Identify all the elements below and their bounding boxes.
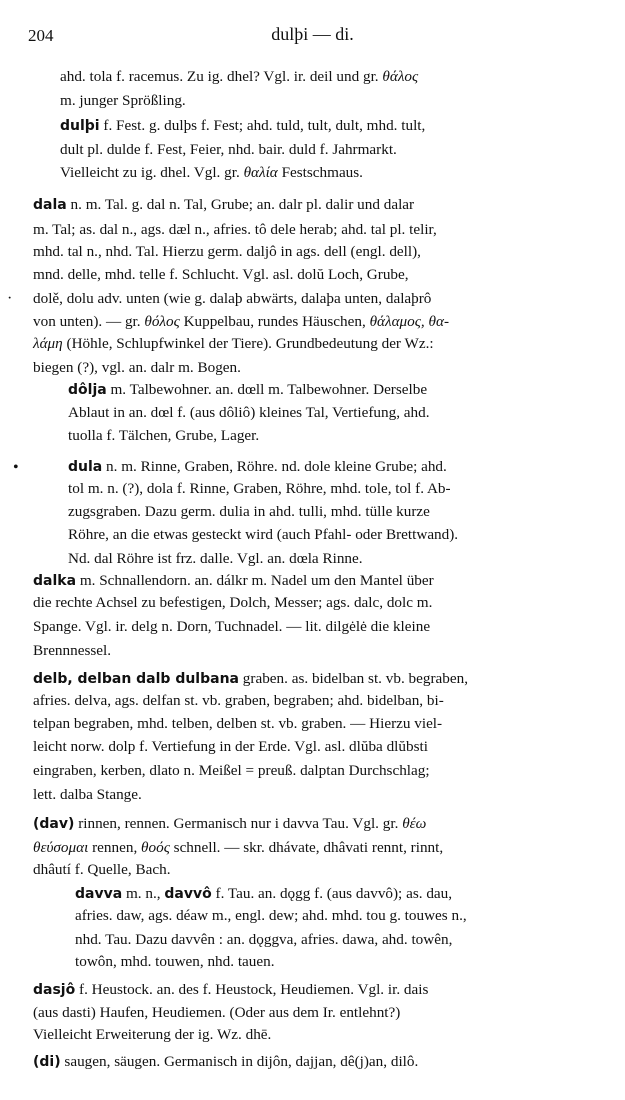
text-line bbox=[33, 290, 431, 308]
line-text: nhd. Tau. Dazu davvên : an. dǫggva, afries. dawa, ahd. towên, bbox=[75, 931, 453, 948]
line-text: schnell. — skr. dhávate, dhâvati rennt, rinnt, bbox=[169, 839, 444, 856]
greek-word: θέω bbox=[402, 815, 427, 832]
text-line bbox=[33, 572, 434, 590]
text-line bbox=[33, 692, 444, 710]
line-text: f. Fest. g. dulþs f. Fest; ahd. tuld, tult, dult, mhd. tult, bbox=[99, 117, 426, 134]
text-line bbox=[33, 762, 430, 780]
line-text: n. m. Rinne, Graben, Röhre. nd. dole kleine Grube; ahd. bbox=[102, 458, 447, 475]
greek-word: θοός bbox=[141, 839, 170, 856]
text-line bbox=[33, 786, 142, 804]
headword: (dav) bbox=[33, 816, 75, 832]
text-line bbox=[33, 335, 434, 353]
page-number: 204 bbox=[28, 26, 54, 45]
line-text: Kuppelbau, rundes Häuschen, bbox=[179, 313, 370, 330]
line-text: mhd. tal n., nhd. Tal. Hierzu germ. daljô in ags. dell (engl. dell), bbox=[33, 243, 421, 260]
headword: dula bbox=[68, 459, 103, 475]
line-text: leicht norw. dolp f. Vertiefung in der Erde. Vgl. asl. dlŭba dlŭbsti bbox=[33, 738, 428, 755]
line-text: f. Heustock. an. des f. Heustock, Heudiemen. Vgl. ir. dais bbox=[75, 981, 429, 998]
line-text: von unten). — gr. bbox=[33, 313, 145, 330]
headword: dôlja bbox=[68, 382, 107, 398]
running-head: dulþi — di. bbox=[271, 24, 354, 44]
text-line bbox=[33, 715, 442, 733]
greek-word: θεύσομαι bbox=[33, 839, 89, 856]
text-line bbox=[68, 381, 427, 399]
line-text: saugen, säugen. Germanisch in dijôn, dajjan, dê(j)an, dilô. bbox=[60, 1053, 419, 1070]
line-text: biegen (?), vgl. an. dalr m. Bogen. bbox=[33, 359, 241, 376]
greek-word: θόλος bbox=[144, 313, 180, 330]
text-line bbox=[33, 1053, 418, 1071]
text-line bbox=[75, 931, 452, 949]
text-line bbox=[33, 738, 428, 756]
line-text: dult pl. dulde f. Fest, Feier, nhd. bair. duld f. Jahrmarkt. bbox=[60, 141, 397, 158]
line-text: Ablaut in an. dœl f. (aus dôliô) kleines Tal, Vertiefung, ahd. bbox=[68, 404, 430, 421]
text-line bbox=[75, 953, 275, 971]
line-text: dhâutí f. Quelle, Bach. bbox=[33, 861, 171, 878]
text-line bbox=[75, 885, 452, 903]
line-text: rinnen, rennen. Germanisch nur i davva Tau. Vgl. gr. bbox=[74, 815, 403, 832]
headword: dasjô bbox=[33, 982, 76, 998]
line-text: tuolla f. Tälchen, Grube, Lager. bbox=[68, 427, 260, 444]
line-text: m. Tal; as. dal n., ags. dæl n., afries. tô dele herab; ahd. tal pl. telir, bbox=[33, 221, 437, 238]
text-line bbox=[60, 164, 363, 182]
greek-word: θάλος bbox=[382, 68, 419, 85]
headword: dala bbox=[33, 197, 67, 213]
line-text: Nd. dal Röhre ist frz. dalle. Vgl. an. dœla Rinne. bbox=[68, 550, 363, 567]
margin-mark: · bbox=[7, 290, 13, 307]
text-line bbox=[68, 550, 363, 568]
headword: davva bbox=[75, 886, 123, 902]
text-line bbox=[33, 266, 409, 284]
line-text: towôn, mhd. touwen, nhd. tauen. bbox=[75, 953, 275, 970]
text-line bbox=[33, 594, 432, 612]
line-text: telpan begraben, mhd. telben, delben st. vb. graben. — Hierzu viel- bbox=[33, 715, 443, 732]
line-text: Brennnessel. bbox=[33, 642, 112, 659]
margin-mark: • bbox=[13, 459, 19, 476]
greek-word: λάμη bbox=[33, 335, 63, 352]
text-line bbox=[33, 981, 428, 999]
line-text: Festschmaus. bbox=[277, 164, 363, 181]
headword: delb, delban dalb dulbana bbox=[33, 671, 239, 687]
line-text: m. Schnallendorn. an. dálkr m. Nadel um den Mantel über bbox=[76, 572, 434, 589]
line-text: f. Tau. an. dǫgg f. (aus davvô); as. dau, bbox=[211, 885, 453, 902]
line-text: lett. dalba Stange. bbox=[33, 786, 142, 803]
text-line bbox=[60, 117, 425, 135]
text-line bbox=[60, 141, 397, 159]
text-line bbox=[33, 196, 414, 214]
text-line bbox=[33, 221, 437, 239]
text-line bbox=[68, 427, 259, 445]
line-text: n. m. Tal. g. dal n. Tal, Grube; an. dalr pl. dalir und dalar bbox=[66, 196, 415, 213]
line-text: afries. delva, ags. delfan st. vb. graben, begraben; ahd. bidelban, bi- bbox=[33, 692, 444, 709]
line-text: (aus dasti) Haufen, Heudiemen. (Oder aus dem Ir. entlehnt?) bbox=[33, 1004, 401, 1021]
greek-word: θάλαμος, θα- bbox=[369, 313, 450, 330]
text-line bbox=[33, 839, 443, 857]
text-line bbox=[33, 359, 241, 377]
line-text: graben. as. bidelban st. vb. begraben, bbox=[239, 670, 469, 687]
text-line bbox=[68, 404, 430, 422]
text-line bbox=[33, 815, 426, 833]
text-line bbox=[68, 480, 451, 498]
line-text: eingraben, kerben, dlato n. Meißel = preuß. dalptan Durchschlag; bbox=[33, 762, 430, 779]
line-text: Röhre, an die etwas gesteckt wird (auch Pfahl- oder Brettwand). bbox=[68, 526, 459, 543]
line-text: ahd. tola f. racemus. Zu ig. dhel? Vgl. ir. deil und gr. bbox=[60, 68, 383, 85]
text-line bbox=[33, 861, 171, 879]
text-line bbox=[75, 907, 467, 925]
text-line bbox=[33, 1004, 400, 1022]
line-text: die rechte Achsel zu befestigen, Dolch, Messer; ags. dalc, dolc m. bbox=[33, 594, 433, 611]
headword: (di) bbox=[33, 1054, 61, 1070]
text-line bbox=[33, 642, 111, 660]
line-text: m. n., bbox=[122, 885, 165, 902]
headword: dulþi bbox=[60, 118, 100, 134]
line-text: zugsgraben. Dazu germ. dulia in ahd. tulli, mhd. tülle kurze bbox=[68, 503, 430, 520]
line-text: m. junger Sprößling. bbox=[60, 92, 186, 109]
page-header bbox=[0, 22, 625, 46]
text-line bbox=[60, 68, 418, 86]
text-line bbox=[33, 243, 421, 261]
text-line bbox=[33, 313, 449, 331]
line-text: tol m. n. (?), dola f. Rinne, Graben, Röhre, mhd. tole, tol f. Ab- bbox=[68, 480, 451, 497]
text-line bbox=[68, 458, 447, 476]
headword: dalka bbox=[33, 573, 77, 589]
line-text: Spange. Vgl. ir. delg n. Dorn, Tuchnadel. — lit. dilgėlė die kleine bbox=[33, 618, 431, 635]
text-line bbox=[33, 670, 468, 688]
text-line bbox=[33, 1026, 271, 1044]
line-text: Vielleicht zu ig. dhel. Vgl. gr. bbox=[60, 164, 244, 181]
line-text: (Höhle, Schlupfwinkel der Tiere). Grundbedeutung der Wz.: bbox=[62, 335, 434, 352]
line-text: mnd. delle, mhd. telle f. Schlucht. Vgl. asl. dolŭ Loch, Grube, bbox=[33, 266, 409, 283]
line-text: dolě, dolu adv. unten (wie g. dalaþ abwärts, dalaþa unten, dalaþrô bbox=[33, 290, 432, 307]
headword: davvô bbox=[164, 886, 212, 902]
greek-word: θαλία bbox=[243, 164, 278, 181]
text-line bbox=[68, 526, 458, 544]
text-line bbox=[68, 503, 430, 521]
line-text: m. Talbewohner. an. dœll m. Talbewohner. Derselbe bbox=[106, 381, 428, 398]
text-line bbox=[60, 92, 186, 110]
line-text: rennen, bbox=[88, 839, 142, 856]
text-line bbox=[33, 618, 430, 636]
line-text: Vielleicht Erweiterung der ig. Wz. dhē. bbox=[33, 1026, 272, 1043]
line-text: afries. daw, ags. déaw m., engl. dew; ahd. mhd. tou g. touwes n., bbox=[75, 907, 467, 924]
